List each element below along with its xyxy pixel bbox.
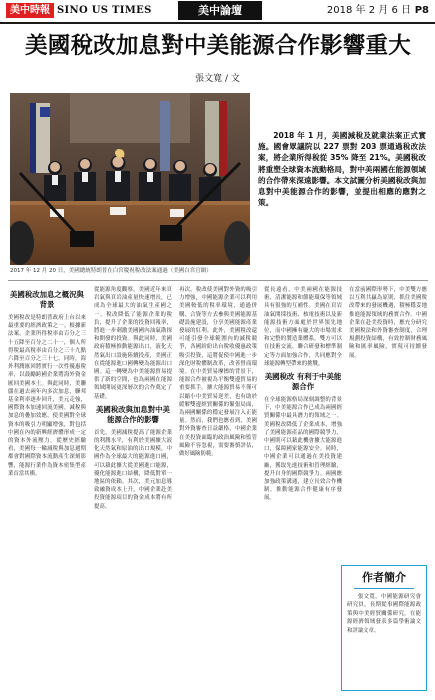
section-divider [8, 280, 428, 281]
article-photo [10, 93, 250, 265]
author-profile-title: 作者簡介 [342, 569, 426, 589]
body-column-4 [264, 286, 342, 686]
newspaper-brand: SINO US TIMES [57, 5, 152, 16]
meeting-photo-image [10, 93, 250, 265]
body-column-2 [94, 286, 172, 686]
author-profile-text: 張文寬，中國能源研究會研究員，長期從事國際能源政策與中美經貿關係研究，在能源經濟領域發表多篇學術論文和評論文章。 [347, 594, 421, 634]
issue-date: 2018 年 2 月 6 日 [326, 5, 411, 16]
subheading: 美國稅改加息之概況與背景 [10, 290, 84, 309]
subheading: 美國稅改與加息對中美能源合作的影響 [96, 404, 170, 424]
body-text: 美國稅改是特朗普政府上台以來最重要的經濟政策之一。根據新法案，企業所得稅率由百分之三十五降至百分之二十一，個人所得稅最高稅率由百分之三十九點六降至百分之三十七。同時，海外利潤匯回將實行一次性優惠稅率，以鼓勵跨國企業將海外資金匯回美國本土。與此同時，美聯儲在過去兩年內多次加息，聯邦基金利率逐步回升，美元走強，國際資本加速回流美國。減稅與加息的疊加效應，使美國對全球資本的吸引力明顯增強，對包括中國在內的新興經濟體形成一定的資本外流壓力。從歷史經驗看，美國每一輪減稅與加息週期都會對國際資本流動產生深刻影響，能源行業作為資本密集型產業首當其衝。 [8, 315, 86, 477]
body-text: 在當前國際形勢下，中美雙方應以互利共贏為原則，抓住美國稅改帶來的發展機遇，積極穩妥地推進能源領域的務實合作。中國企業在赴美投資時，應充分研究美國稅法和外資審查制度，合理規劃投資結構，有效控制財務風險和匯率風險，實現可持續發展。 [349, 287, 427, 359]
article-byline: 張文寬 / 文 [195, 74, 240, 84]
body-column-3 [179, 286, 257, 686]
body-text: 從長遠看，中美兩國在能源技術、清潔能源和節能環保等領域具有很強的互補性。美國在頁岩油氣開採技術、核電技術以及新能源技術方面處於世界領先地位，而中國擁有龐大的市場需求和完整的製造業體系。雙方可以在技術交流、聯合研發和標準制定等方面加強合作，共同應對全球能源轉型帶來的挑戰。 [264, 287, 342, 367]
photo-caption: 2017 年 12 月 20 日，美國總統特朗普在白宮慶祝稅改法案通過（美國白宮官網） [10, 268, 212, 274]
body-text: 首先，美國減稅提高了能源企業的利潤水平，有利於美國擴大液化天然氣和原油的出口規模，中國作為全球最大的能源進口國，可以藉此擴大從美國進口能源，優化能源進口結構，降低對單一地區的依賴。其次，美元加息導致融資成本上升，中國企業赴美投資能源項目的資金成本將有所提高。 [94, 429, 172, 510]
subheading: 美國稅改 有利于中美能源合作 [264, 372, 342, 392]
section-label: 美中論壇 [178, 1, 262, 20]
author-profile-box [341, 565, 427, 691]
body-column-5 [349, 286, 427, 561]
body-text: 再次，稅改使美國對外資的吸引力增強，中國能源企業可以利用美國較低的稅率環境，通過併購、合資等方式參與美國能源基礎設施建設，分享美國能源產業發展的紅利。此外，美國稅改還可能引發全球範圍內的減稅競爭，各國紛紛出台稅收優惠政策吸引投資，這將促使中國進一步深化財稅體制改革，改善營商環境。在中美貿易摩擦的背景下，能源合作被視為平衡雙邊貿易的重要抓手。擴大能源貿易不僅可以縮小中美貿易逆差，也有助於緩解雙邊經貿關係的緊張局面，為兩國關係的穩定發展注入正能量。然而，我們也應看到，美國對外資審查日益嚴格，中國企業在美投資面臨的政治風險和監管風險不容忽視，需要審慎評估，做好風險防範。 [179, 287, 257, 458]
masthead [0, 0, 435, 24]
article-lede: 2018 年 1 月，美國減稅及就業法案正式實施。國會眾議院以 227 票對 203 票通過稅改法案，將企業所得稅從 35% 降至 21%。美國稅改將重塑全球資本流動格局，對中美兩國在能源領域的合作帶來深遠影響。本文試圖分析美國稅改與加息對中美能源合作的影響，並提出相應的應對之策。 [258, 131, 426, 208]
body-text: 在全球能源格局深刻調整的背景下，中美能源合作已成為兩國經貿關係中最具潛力的領域之一。美國稅改降低了企業成本，增強了美國能源產品的國際競爭力，中國則可以藉此機會擴大能源進口，保障國家能源安全。同時，中國企業可以通過在美投資建廠，獲取先進技術和管理經驗，提升自身的國際競爭力。兩國應加強政策溝通，建立長效合作機制，推動能源合作健康有序發展。 [264, 397, 342, 502]
body-text: 從能源角度觀察，美國近年來頁岩氣與頁岩油產量快速增長，已成為全球最大的油氣生產國之一。稅改降低了能源企業的稅負，提升了企業的投資回報率，將進一步刺激美國國內油氣勘探和開發的投資。與此同時，美國政府積極推動能源出口，液化天然氣出口設施陸續投產，美國正在從能源進口國轉變為能源出口國。這一轉變為中美能源貿易提供了新的空間，也為兩國在能源領域開展更深層次的合作奠定了基礎。 [94, 287, 172, 400]
body-column-1 [8, 286, 86, 686]
page-number: P8 [414, 5, 429, 16]
article-headline: 美國稅改加息對中美能源合作影響重大 [25, 33, 411, 59]
newspaper-logo: 美中時報 [6, 3, 54, 18]
